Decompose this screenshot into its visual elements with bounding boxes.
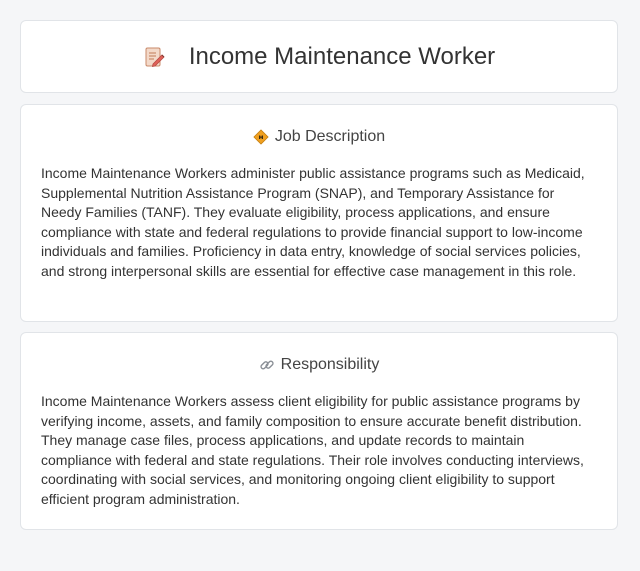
title-card bbox=[20, 20, 618, 93]
responsibility-text: Income Maintenance Workers assess client eligibility for public assistance programs by verifying income, assets, and family composition to ensure accurate benefit distribution. They manage case files, process applications, and update records to maintain compliance with federal and state regulations. Their role involves conducting interviews, coordinating with social services, and monitoring ongoing client eligibility to support efficient program administration. bbox=[41, 393, 584, 507]
memo-pencil-icon bbox=[143, 46, 165, 68]
job-description-card bbox=[20, 104, 618, 322]
job-description-text: Income Maintenance Workers administer public assistance programs such as Medicaid, Supplemental Nutrition Assistance Program (SNAP), and Temporary Assistance for Needy Families (TANF). They evaluate eligibility, process applications, and ensure compliance with state and federal regulations to provide financial support to low-income individuals and families. Proficiency in data entry, knowledge of social services policies, and strong interpersonal skills are essential for effective case management in this role. bbox=[41, 165, 585, 279]
page-title: Income Maintenance Worker bbox=[188, 42, 496, 70]
responsibility-title: Responsibility bbox=[280, 356, 380, 373]
job-description-header bbox=[41, 127, 597, 147]
responsibility-header bbox=[41, 355, 597, 375]
diamond-sign-icon bbox=[253, 129, 269, 145]
link-icon bbox=[259, 357, 275, 373]
job-description-title: Job Description bbox=[274, 128, 386, 145]
responsibility-card bbox=[20, 332, 618, 530]
